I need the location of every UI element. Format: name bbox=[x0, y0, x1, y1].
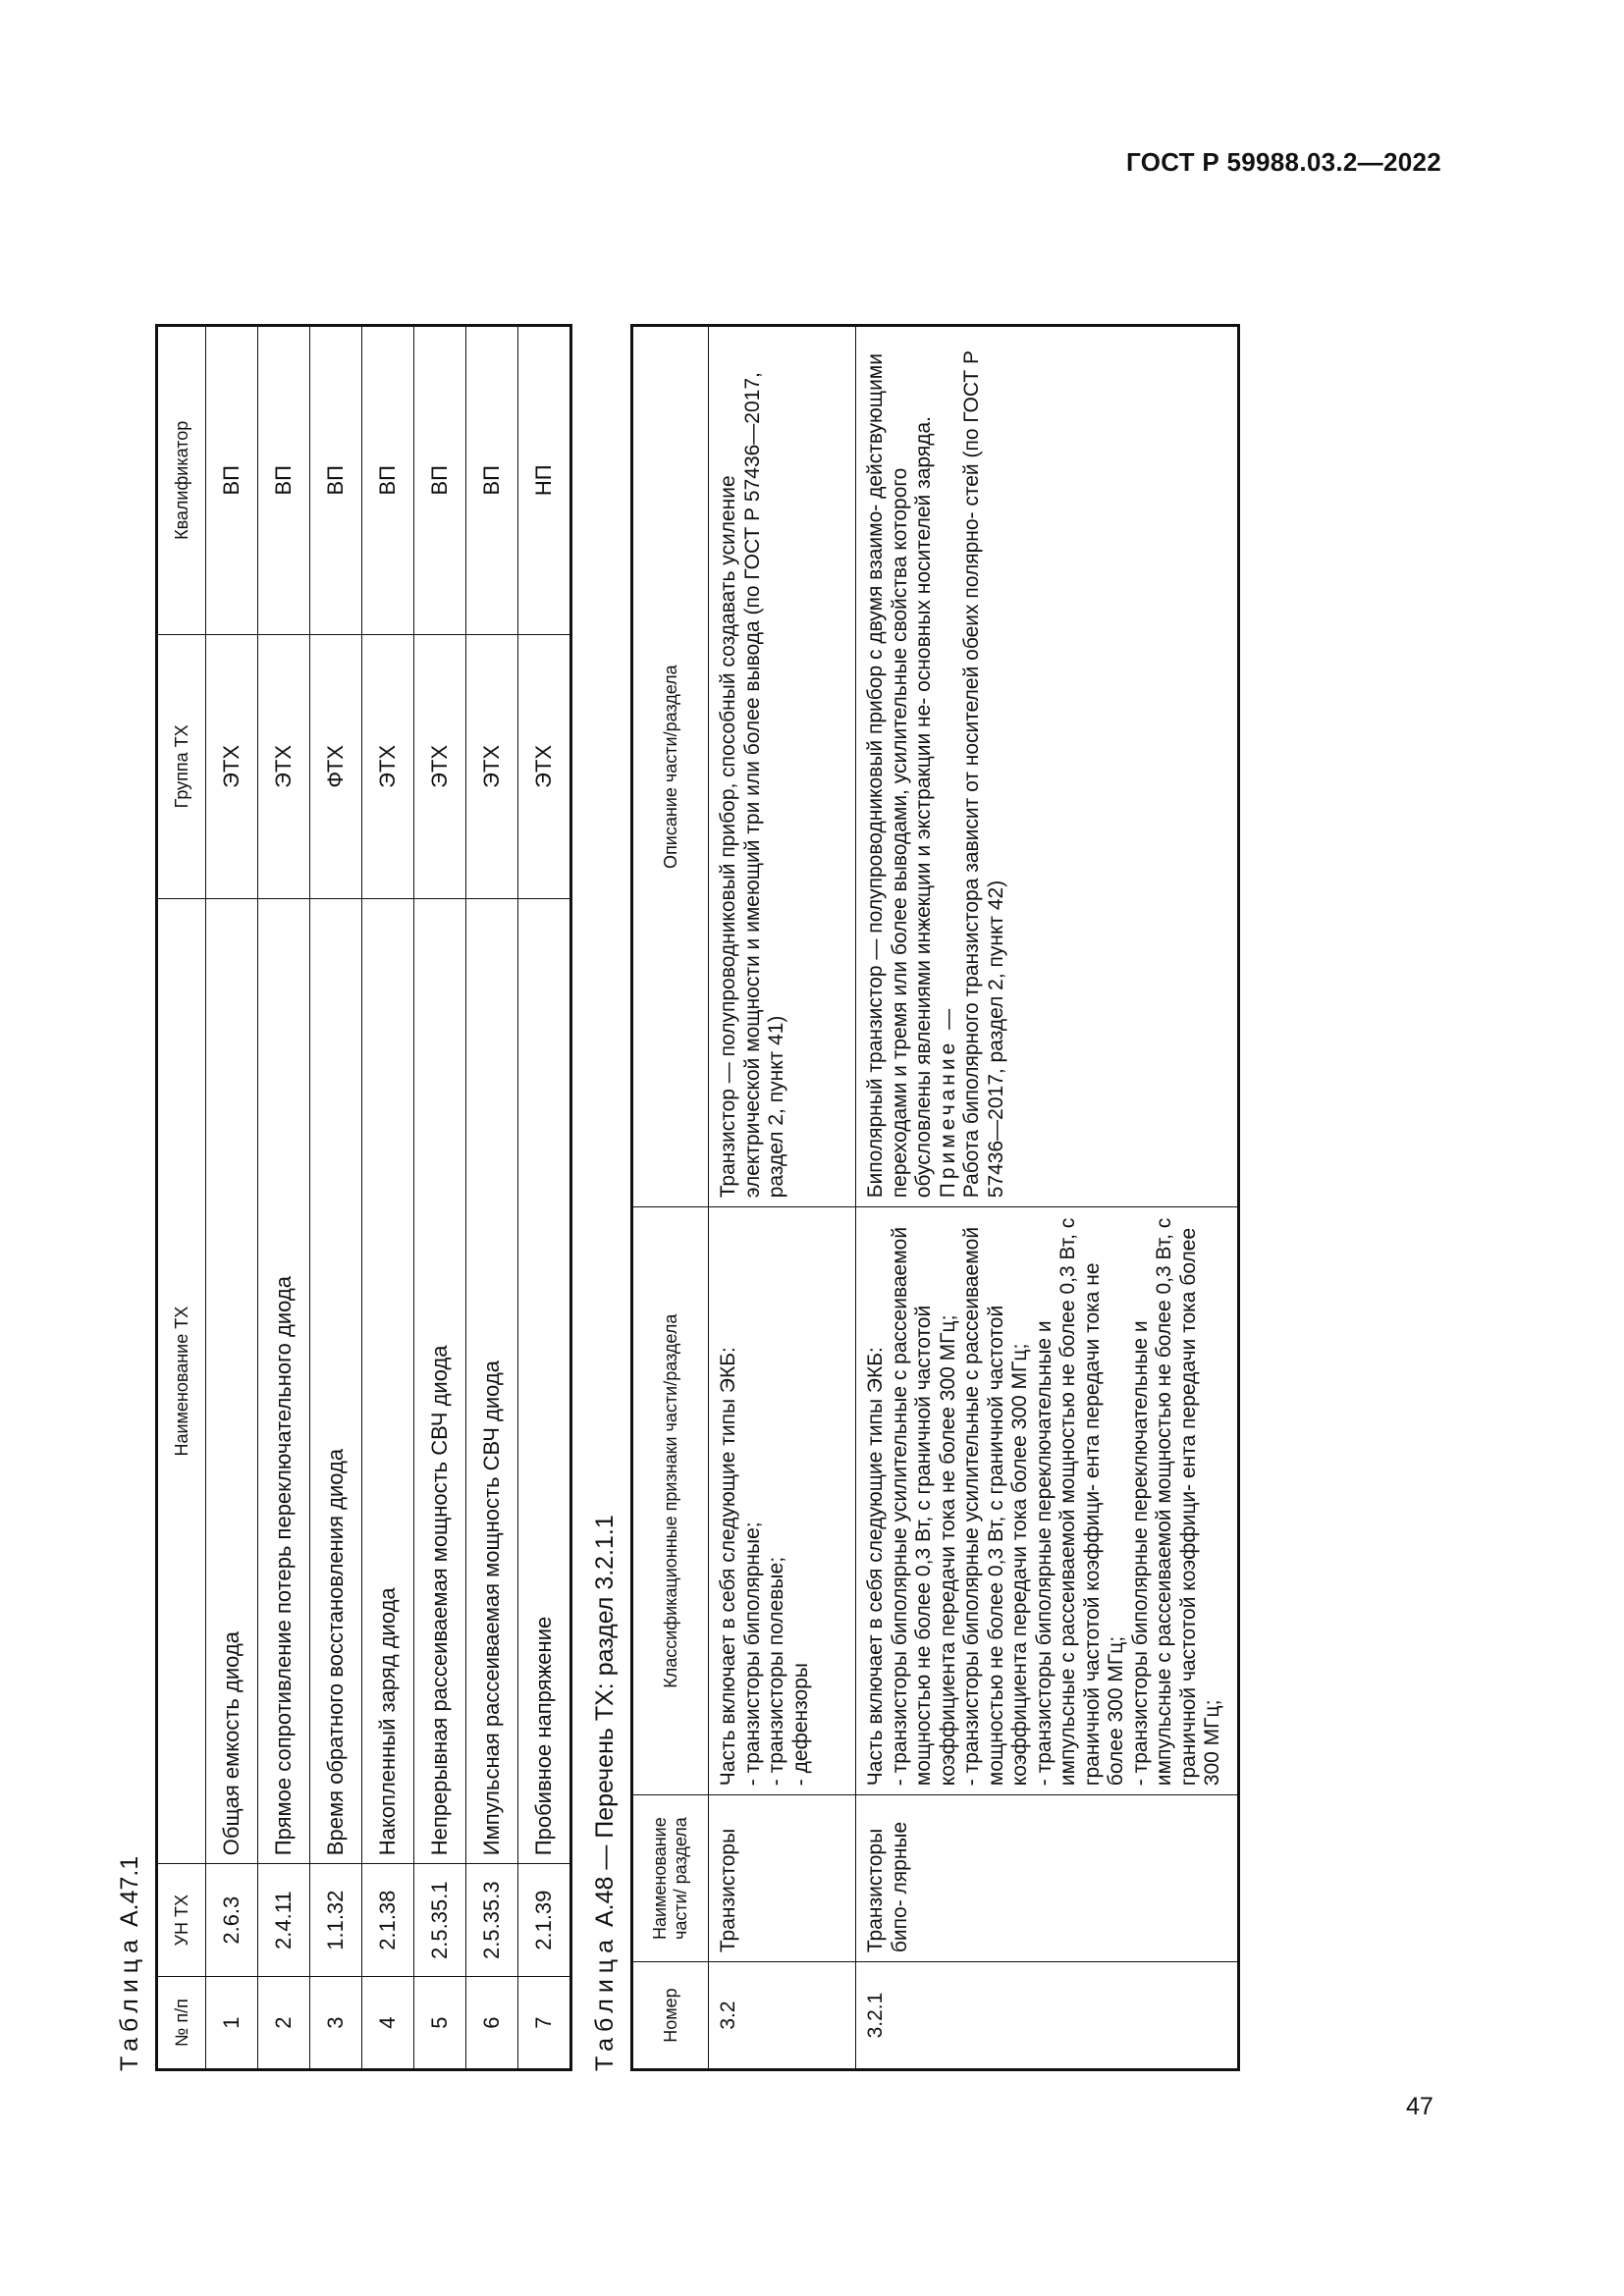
cell-description bbox=[856, 326, 1239, 1207]
cell-group: ЭТХ bbox=[258, 634, 310, 899]
col-header-num: № п/п bbox=[157, 1977, 206, 2070]
table-row bbox=[466, 326, 518, 2070]
cell-group: ЭТХ bbox=[518, 634, 571, 899]
cell-name: Общая емкость диода bbox=[206, 899, 258, 1864]
description-text: Биполярный транзистор — полупроводниковый прибор с двумя взаимо- действующими переходами и тремя или более выводами, усилительные свойства которого обусловлены явлениями инжекции и экстракции не- основных носителей заряда. bbox=[864, 353, 935, 1199]
cell-num: 6 bbox=[466, 1977, 518, 2070]
note-label: Примечание — bbox=[936, 1004, 959, 1199]
cell-features bbox=[709, 1207, 856, 1795]
cell-part-name: Транзисторы bbox=[709, 1795, 856, 1962]
cell-code: 2.4.11 bbox=[258, 1864, 310, 1977]
table-row bbox=[856, 326, 1239, 2070]
caption-label: Таблица bbox=[591, 1933, 619, 2071]
cell-name: Время обратного восстановления диода bbox=[310, 899, 362, 1864]
cell-number: 3.2.1 bbox=[856, 1962, 1239, 2070]
cell-num: 5 bbox=[414, 1977, 466, 2070]
cell-group: ЭТХ bbox=[414, 634, 466, 899]
col-header-name: Наименование ТХ bbox=[157, 899, 206, 1864]
feature-line: - транзисторы биполярные; bbox=[740, 1522, 764, 1787]
cell-code: 2.5.35.3 bbox=[466, 1864, 518, 1977]
table-header-row bbox=[632, 326, 709, 2070]
page-number: 47 bbox=[1406, 2093, 1434, 2120]
cell-group: ЭТХ bbox=[362, 634, 414, 899]
cell-part-name: Транзисторы бипо- лярные bbox=[856, 1795, 1239, 1962]
cell-qualifier: ВП bbox=[466, 326, 518, 635]
table-a48-caption bbox=[591, 1515, 619, 2071]
cell-name: Прямое сопротивление потерь переключательного диода bbox=[258, 899, 310, 1864]
col-header-number: Номер bbox=[632, 1962, 709, 2070]
col-header-features: Классификационные признаки части/раздела bbox=[632, 1207, 709, 1795]
cell-num: 4 bbox=[362, 1977, 414, 2070]
cell-code: 1.1.32 bbox=[310, 1864, 362, 1977]
cell-group: ЭТХ bbox=[466, 634, 518, 899]
table-a47-1-caption bbox=[116, 1856, 143, 2071]
feature-line: - транзисторы биполярные усилительные с рассеиваемой мощностью не более 0,3 Вт, с граничной частотой коэффициента передачи тока не более 300 МГц; bbox=[888, 1226, 959, 1787]
table-row bbox=[362, 326, 414, 2070]
table-a47-1 bbox=[155, 324, 572, 2071]
table-row bbox=[206, 326, 258, 2070]
feature-line: Часть включает в себя следующие типы ЭКБ: bbox=[717, 1347, 739, 1787]
caption-number: А.47.1 bbox=[116, 1855, 143, 1928]
cell-qualifier: ВП bbox=[258, 326, 310, 635]
cell-name: Непрерывная рассеиваемая мощность СВЧ диода bbox=[414, 899, 466, 1864]
table-row bbox=[258, 326, 310, 2070]
table-row bbox=[518, 326, 571, 2070]
cell-name: Накопленный заряд диода bbox=[362, 899, 414, 1864]
document-code: ГОСТ Р 59988.03.2—2022 bbox=[1126, 147, 1441, 177]
feature-line: - дефензоры bbox=[788, 1663, 812, 1787]
description-text: Транзистор — полупроводниковый прибор, способный создавать усиление электрической мощности и имеющий три или более вывода (по ГОСТ Р 57436—2017, раздел 2, пункт 41) bbox=[717, 372, 787, 1199]
col-header-group: Группа ТХ bbox=[157, 634, 206, 899]
cell-code: 2.1.39 bbox=[518, 1864, 571, 1977]
cell-description bbox=[709, 326, 856, 1207]
cell-number: 3.2 bbox=[709, 1962, 856, 2070]
cell-qualifier: ВП bbox=[206, 326, 258, 635]
cell-num: 2 bbox=[258, 1977, 310, 2070]
col-header-description: Описание части/раздела bbox=[632, 326, 709, 1207]
cell-code: 2.5.35.1 bbox=[414, 1864, 466, 1977]
cell-qualifier: ВП bbox=[414, 326, 466, 635]
rotated-tables-block bbox=[108, 231, 1335, 2130]
caption-title: А.48 — Перечень ТХ: раздел 3.2.1.1 bbox=[591, 1515, 619, 1928]
cell-group: ФТХ bbox=[310, 634, 362, 899]
feature-line: - транзисторы биполярные переключательные и импульсные с рассеиваемой мощностью не более 0,3 Вт, с граничной частотой коэффици- ента передачи тока не более 300 МГц; bbox=[1032, 1217, 1127, 1787]
cell-code: 2.6.3 bbox=[206, 1864, 258, 1977]
col-header-part-name: Наименование части/ раздела bbox=[632, 1795, 709, 1962]
cell-num: 3 bbox=[310, 1977, 362, 2070]
feature-line: - транзисторы биполярные переключательные и импульсные с рассеиваемой мощностью не более 0,3 Вт, с граничной частотой коэффици- ента передачи тока более 300 МГц; bbox=[1128, 1217, 1223, 1787]
col-header-qualifier: Квалификатор bbox=[157, 326, 206, 635]
table-row bbox=[709, 326, 856, 2070]
cell-group: ЭТХ bbox=[206, 634, 258, 899]
col-header-code: УН ТХ bbox=[157, 1864, 206, 1977]
cell-num: 7 bbox=[518, 1977, 571, 2070]
cell-code: 2.1.38 bbox=[362, 1864, 414, 1977]
feature-line: - транзисторы биполярные усилительные с рассеиваемой мощностью не более 0,3 Вт, с граничной частотой коэффициента передачи тока более 300 МГц; bbox=[960, 1226, 1031, 1787]
table-a48 bbox=[630, 324, 1240, 2071]
cell-qualifier: ВП bbox=[362, 326, 414, 635]
feature-line: Часть включает в себя следующие типы ЭКБ: bbox=[864, 1347, 887, 1787]
feature-line: - транзисторы полевые; bbox=[765, 1556, 787, 1787]
note-text: Работа биполярного транзистора зависит от носителей обеих полярно- стей (по ГОСТ Р 57436—2017, раздел 2, пункт 42) bbox=[960, 349, 1007, 1199]
cell-qualifier: ВП bbox=[310, 326, 362, 635]
cell-name: Пробивное напряжение bbox=[518, 899, 571, 1864]
table-header-row bbox=[157, 326, 206, 2070]
table-row bbox=[414, 326, 466, 2070]
cell-qualifier: НП bbox=[518, 326, 571, 635]
cell-num: 1 bbox=[206, 1977, 258, 2070]
table-row bbox=[310, 326, 362, 2070]
cell-features bbox=[856, 1207, 1239, 1795]
cell-name: Импульсная рассеиваемая мощность СВЧ диода bbox=[466, 899, 518, 1864]
caption-label: Таблица bbox=[116, 1933, 143, 2071]
